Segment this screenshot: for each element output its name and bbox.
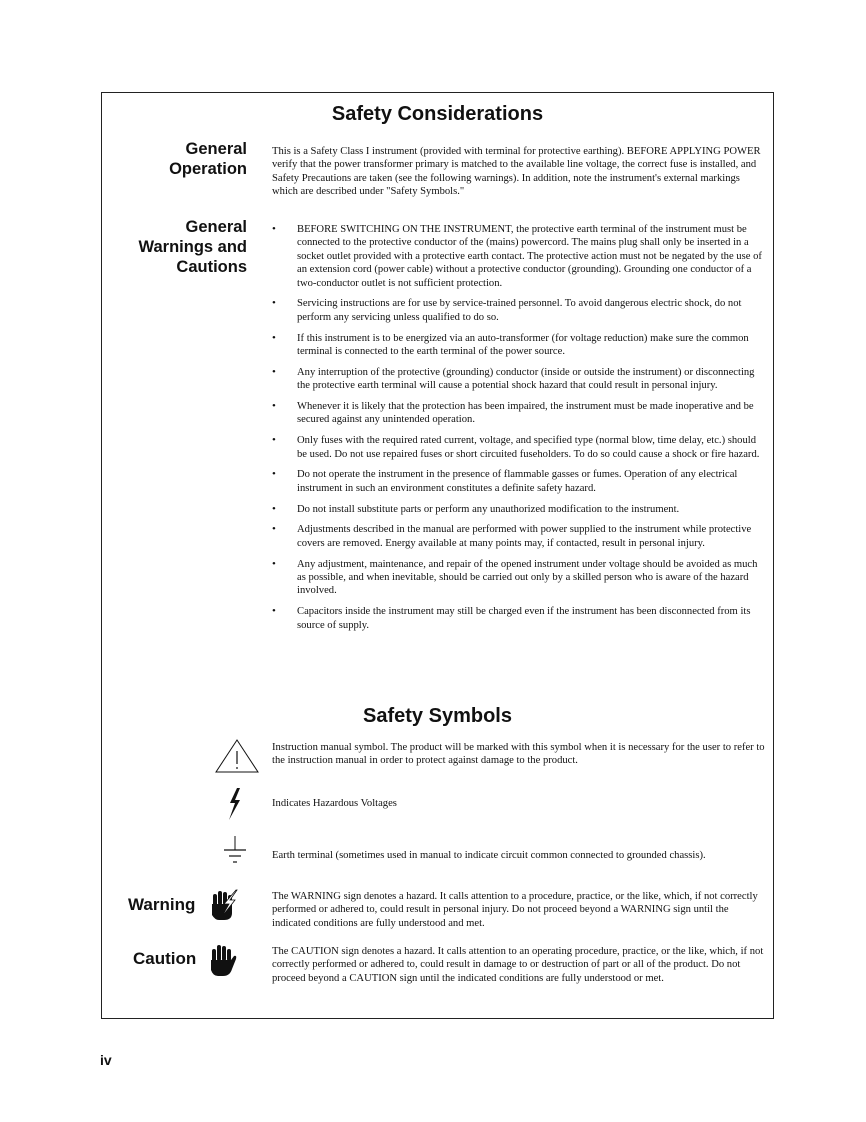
list-item: [272, 366, 764, 393]
symbols-title: Safety Symbols: [363, 705, 512, 727]
warnings-list-container: [272, 223, 764, 639]
list-item: [272, 468, 764, 495]
caution-text: The CAUTION sign denotes a hazard. It calls attention to an operating procedure, practice, or the like, which, if not correctly performed or adhered to, could result in damage to or destruction of part or all of the product. Do not proceed beyond a CAUTION sign until the indicated conditions are fully understood or met.: [272, 946, 764, 984]
list-item-text: If this instrument is to be energized via an auto-transformer (for voltage reduction) make sure the common terminal is connected to the earth terminal of the power source.: [297, 332, 749, 358]
list-item-text: Any adjustment, maintenance, and repair of the opened instrument under voltage should be avoided as much as possible, and when inevitable, should be carried out only by a skilled person who is aware of the hazard involved.: [297, 558, 758, 597]
list-item-text: Any interruption of the protective (grounding) conductor (inside or outside the instrument) or disconnecting the protective earth terminal will cause a potential shock hazard that could result in personal injury.: [297, 366, 755, 392]
list-item-text: Servicing instructions are for use by service-trained personnel. To avoid dangerous electric shock, do not perform any servicing unless qualified to do so.: [297, 298, 742, 323]
warning-hand-icon: [206, 888, 240, 922]
caution-label: Caution: [133, 949, 197, 968]
list-item: [272, 605, 764, 632]
manual-symbol-text: Instruction manual symbol. The product will be marked with this symbol when it is necessary for the user to refer to the instruction manual in order to protect against damage to the product.: [272, 742, 765, 767]
list-item: [272, 434, 764, 461]
content-frame: [101, 92, 774, 1019]
list-item: [272, 297, 764, 324]
ground-icon: [221, 834, 249, 866]
heading-line: Cautions: [176, 258, 247, 276]
bullet-icon: •: [272, 557, 276, 570]
lightning-bolt-icon: [227, 788, 243, 820]
bullet-icon: •: [272, 223, 276, 235]
bullet-icon: •: [272, 365, 276, 378]
warning-text: The WARNING sign denotes a hazard. It calls attention to a procedure, practice, or the like, which, if not correctly performed or adhered to, could result in personal injury. Do not proceed beyond a WARNING sign until the indicated conditions are fully understood and met.: [272, 891, 758, 929]
list-item: [272, 332, 764, 359]
list-item-text: Only fuses with the required rated current, voltage, and specified type (normal blow, time delay, etc.) should be used. Do not use repaired fuses or short circuited fuseholders. To do so could cause a shock or fire hazard.: [297, 435, 760, 460]
warning-triangle-icon: [214, 738, 260, 774]
page-title: Safety Considerations: [331, 103, 544, 125]
warnings-heading: [139, 217, 247, 277]
warning-label: Warning: [128, 895, 196, 914]
list-item-text: BEFORE SWITCHING ON THE INSTRUMENT, the protective earth terminal of the instrument must be connected to the protective conductor of the (mains) powercord. The mains plug shall only be inserted in a socket outlet provided with a protective earth contact. The protective action must not be negated by the use of an extension cord (power cable) without a protective conductor (grounding). Grounding one conductor of a two-conductor outlet is not sufficient protection.: [297, 224, 762, 289]
bullet-icon: •: [272, 502, 276, 515]
caution-hand-icon: [208, 943, 238, 977]
bullet-icon: •: [272, 605, 276, 618]
list-item: [272, 523, 764, 550]
warnings-list: [272, 223, 764, 632]
heading-line: General: [185, 218, 247, 236]
list-item-text: Do not operate the instrument in the presence of flammable gasses or fumes. Operation of any electrical instrument in such an environment constitutes a definite safety hazard.: [297, 469, 738, 494]
bullet-icon: •: [272, 331, 276, 344]
heading-line: Warnings and: [138, 238, 247, 256]
heading-line: Operation: [169, 160, 247, 178]
list-item: [272, 558, 764, 598]
list-item-text: Do not install substitute parts or perform any unauthorized modification to the instrument.: [297, 503, 680, 515]
page-number: iv: [100, 1052, 112, 1068]
general-operation-heading: [169, 139, 247, 179]
general-operation-text: This is a Safety Class I instrument (provided with terminal for protective earthing). BEFORE APPLYING POWER verify that the power transformer primary is matched to the available line voltage, the correct fuse is installed, and Safety Precautions are taken (see the following warnings). In addition, note the instrument's external markings which are described under "Safety Symbols.": [272, 146, 761, 198]
list-item-text: Whenever it is likely that the protection has been impaired, the instrument must be made inoperative and be secured against any unintended operation.: [297, 401, 754, 426]
list-item-text: Capacitors inside the instrument may still be charged even if the instrument has been disconnected from its source of supply.: [297, 606, 751, 631]
list-item: [272, 223, 764, 290]
bullet-icon: •: [272, 297, 276, 310]
heading-line: General: [185, 140, 247, 158]
bullet-icon: •: [272, 468, 276, 481]
earth-symbol-text: Earth terminal (sometimes used in manual to indicate circuit common connected to grounded chassis).: [272, 850, 706, 861]
bullet-icon: •: [272, 523, 276, 536]
bullet-icon: •: [272, 400, 276, 413]
list-item: [272, 503, 764, 516]
voltage-symbol-text: Indicates Hazardous Voltages: [272, 798, 397, 809]
list-item: [272, 400, 764, 427]
bullet-icon: •: [272, 434, 276, 447]
list-item-text: Adjustments described in the manual are performed with power supplied to the instrument while protective covers are removed. Energy available at many points may, if contacted, result in personal injury.: [297, 524, 752, 549]
